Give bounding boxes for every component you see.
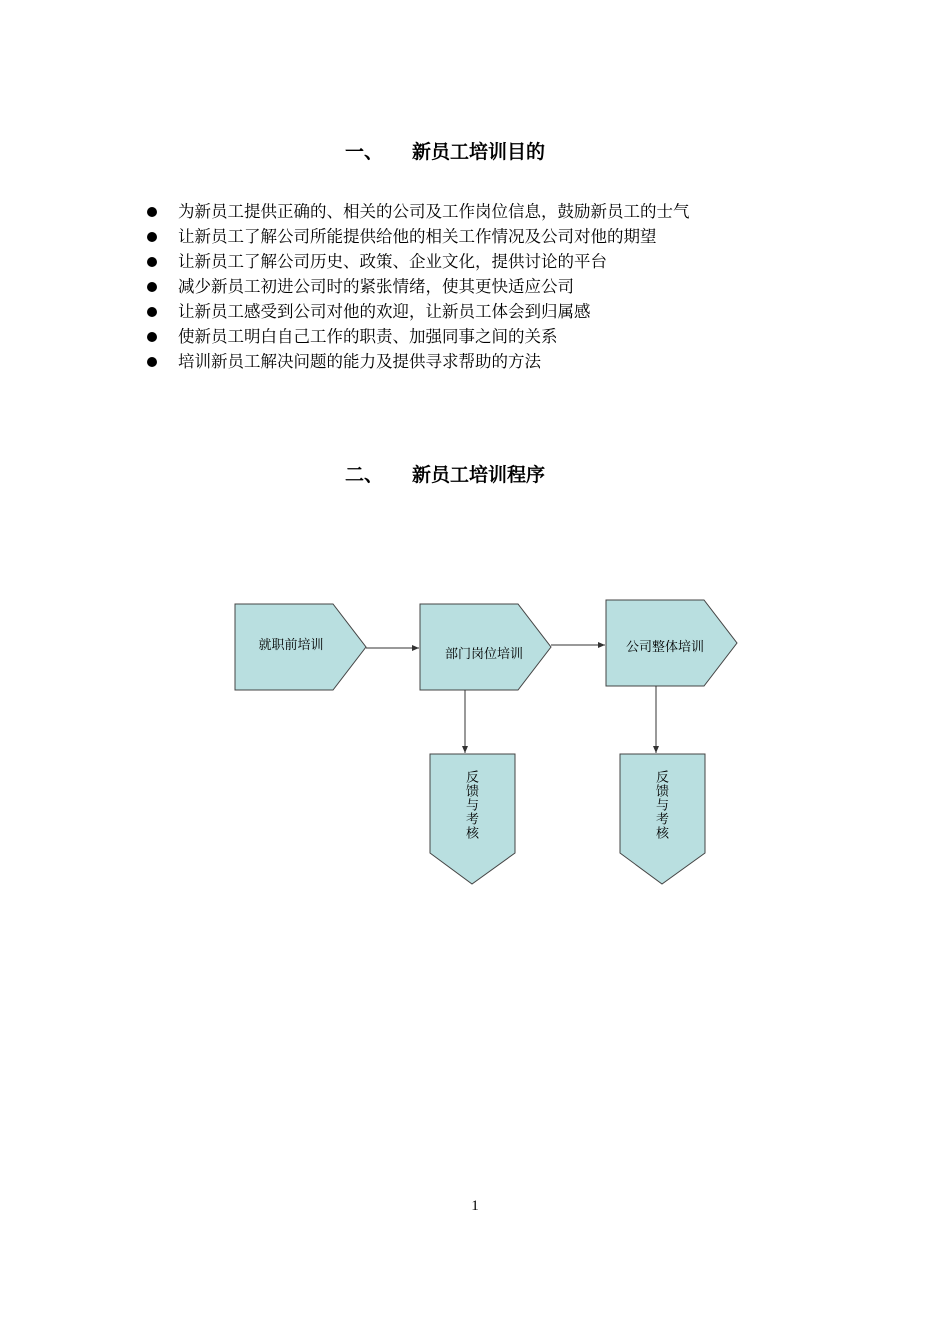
feedback-label-1: 反馈与考核 xyxy=(463,770,478,840)
section-title: 新员工培训目的 xyxy=(412,141,546,163)
list-item: 减少新员工初进公司时的紧张情绪，使其更快适应公司 xyxy=(145,274,690,299)
list-item: 让新员工感受到公司对他的欢迎，让新员工体会到归属感 xyxy=(145,299,690,324)
step-label-department: 部门岗位培训 xyxy=(444,647,524,662)
list-item: 为新员工提供正确的、相关的公司及工作岗位信息，鼓励新员工的士气 xyxy=(145,199,690,224)
feedback-label-2: 反馈与考核 xyxy=(653,770,668,840)
list-item: 让新员工了解公司历史、政策、企业文化，提供讨论的平台 xyxy=(145,249,690,274)
section-number: 一、 xyxy=(345,141,384,163)
section-title: 新员工培训程序 xyxy=(412,464,546,486)
list-item: 使新员工明白自己工作的职责、加强同事之间的关系 xyxy=(145,324,690,349)
list-item: 让新员工了解公司所能提供给他的相关工作情况及公司对他的期望 xyxy=(145,224,690,249)
section-number: 二、 xyxy=(345,464,384,486)
step-label-pre-employment: 就职前培训 xyxy=(258,638,324,653)
page-number: 1 xyxy=(471,1198,479,1214)
list-item: 培训新员工解决问题的能力及提供寻求帮助的方法 xyxy=(145,349,690,374)
step-label-company: 公司整体培训 xyxy=(625,640,705,655)
